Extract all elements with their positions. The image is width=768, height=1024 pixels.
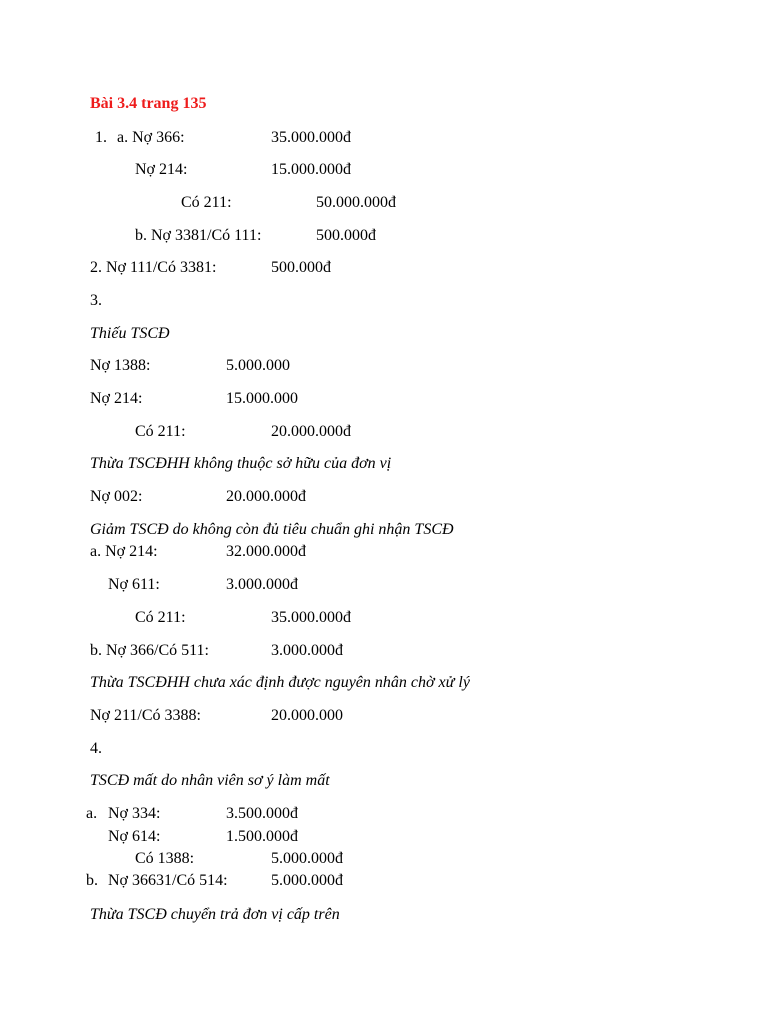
s3-line-8-label: b. Nợ 366/Có 511:	[90, 642, 209, 659]
s1-line-b-label: b. Nợ 3381/Có 111:	[135, 227, 262, 244]
s2-line-amount: 500.000đ	[271, 259, 331, 276]
s3-line-1-label: Nợ 1388:	[90, 357, 151, 374]
s3-heading-surplus-pending: Thừa TSCĐHH chưa xác định được nguyên nhân chờ xử lý	[90, 674, 470, 691]
s3-heading-surplus-not-owned: Thừa TSCĐHH không thuộc sở hữu của đơn vị	[90, 455, 392, 472]
s1-line-a3-amount: 50.000.000đ	[316, 194, 396, 211]
s3-line-6-amount: 3.000.000đ	[226, 576, 298, 593]
s4-line-b-label: Nợ 36631/Có 514:	[108, 872, 228, 889]
s1-line-a1-label: a. Nợ 366:	[117, 129, 185, 146]
s3-heading-decrease: Giảm TSCĐ do không còn đủ tiêu chuẩn ghi nhận TSCĐ	[90, 521, 454, 538]
s3-line-6-label: Nợ 611:	[108, 576, 160, 593]
s3-heading-missing-asset: Thiếu TSCĐ	[90, 325, 170, 342]
s3-line-7-amount: 35.000.000đ	[271, 609, 351, 626]
s4-heading-transfer: Thừa TSCĐ chuyển trả đơn vị cấp trên	[90, 906, 340, 923]
s3-line-4-label: Nợ 002:	[90, 488, 143, 505]
s3-line-5-label: a. Nợ 214:	[90, 543, 158, 560]
section-3-number: 3.	[90, 292, 102, 309]
s3-line-9-amount: 20.000.000	[271, 707, 343, 724]
s1-line-b-amount: 500.000đ	[316, 227, 376, 244]
s1-line-a3-label: Có 211:	[181, 194, 232, 211]
s4-heading-lost-asset: TSCĐ mất do nhân viên sơ ý làm mất	[90, 772, 330, 789]
s4-line-a1-label: Nợ 334:	[108, 805, 161, 822]
s4-line-b-amount: 5.000.000đ	[271, 872, 343, 889]
s3-line-7-label: Có 211:	[135, 609, 186, 626]
s3-line-5-amount: 32.000.000đ	[226, 543, 306, 560]
s4-marker-b: b.	[86, 872, 98, 889]
s3-line-1-amount: 5.000.000	[226, 357, 290, 374]
section-4-number: 4.	[90, 740, 102, 757]
s4-line-a2-label: Nợ 614:	[108, 828, 161, 845]
s4-line-a3-label: Có 1388:	[135, 850, 195, 867]
s4-line-a2-amount: 1.500.000đ	[226, 828, 298, 845]
s2-line-label: 2. Nợ 111/Có 3381:	[90, 259, 217, 276]
s1-line-a2-amount: 15.000.000đ	[271, 161, 351, 178]
s3-line-2-amount: 15.000.000	[226, 390, 298, 407]
exercise-title: Bài 3.4 trang 135	[90, 95, 207, 112]
s3-line-9-label: Nợ 211/Có 3388:	[90, 707, 201, 724]
section-1-number: 1.	[95, 129, 107, 146]
s3-line-2-label: Nợ 214:	[90, 390, 143, 407]
s3-line-8-amount: 3.000.000đ	[271, 642, 343, 659]
s4-marker-a: a.	[86, 805, 98, 822]
s3-line-4-amount: 20.000.000đ	[226, 488, 306, 505]
s3-line-3-amount: 20.000.000đ	[271, 423, 351, 440]
s4-line-a1-amount: 3.500.000đ	[226, 805, 298, 822]
s1-line-a1-amount: 35.000.000đ	[271, 129, 351, 146]
s4-line-a3-amount: 5.000.000đ	[271, 850, 343, 867]
s1-line-a2-label: Nợ 214:	[135, 161, 188, 178]
s3-line-3-label: Có 211:	[135, 423, 186, 440]
